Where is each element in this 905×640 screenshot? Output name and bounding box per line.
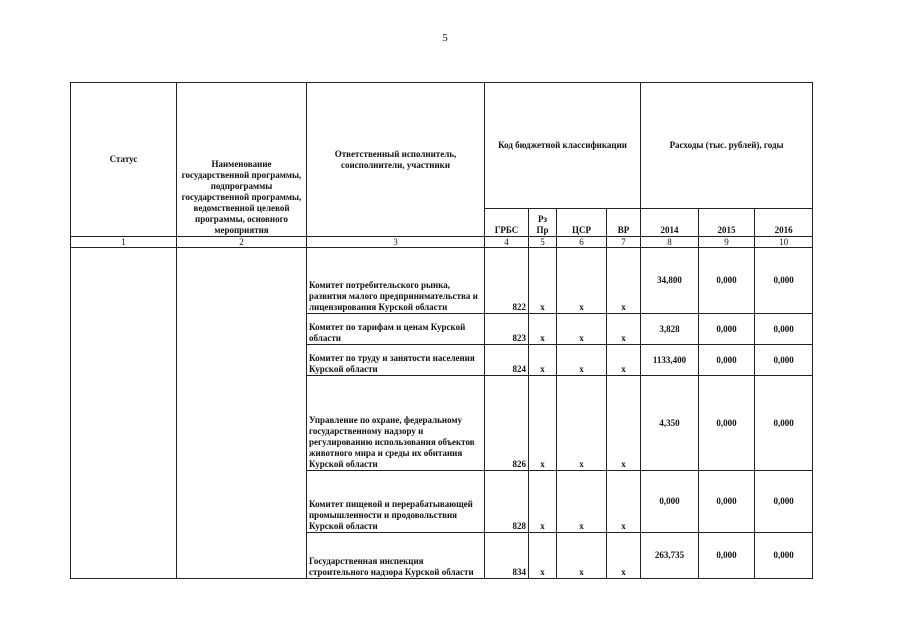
amount-2016-cell: 0,000 [755,345,813,376]
budget-table [70,82,813,579]
status-cell [71,248,177,579]
grbs-cell: 824 [485,345,529,376]
amount-2015-cell: 0,000 [699,533,755,579]
header-budget-code: Код бюджетной классификации [485,83,641,209]
column-number-row [71,237,813,248]
column-number: 1 [71,237,177,248]
amount-2014-cell: 3,828 [641,314,699,345]
rzpr-cell: х [529,314,557,345]
executor-cell: Комитет по труду и занятости населения Курской области [307,345,485,376]
executor-cell: Государственная инспекция строительного надзора Курской области [307,533,485,579]
amount-2016-cell: 0,000 [755,376,813,471]
header-rzpr: Рз Пр [529,209,557,237]
amount-2015-cell: 0,000 [699,345,755,376]
column-number: 6 [557,237,607,248]
executor-cell: Комитет по тарифам и ценам Курской области [307,314,485,345]
rzpr-cell: х [529,376,557,471]
header-2016: 2016 [755,209,813,237]
amount-2014-cell: 1133,400 [641,345,699,376]
header-executor: Ответственный исполнитель, соисполнители, участники [307,83,485,237]
rzpr-cell: х [529,533,557,579]
column-number: 5 [529,237,557,248]
executor-cell: Комитет потребительского рынка, развития малого предпринимательства и лицензирования Курской области [307,248,485,314]
vr-cell: х [607,248,641,314]
amount-2015-cell: 0,000 [699,248,755,314]
grbs-cell: 834 [485,533,529,579]
csr-cell: х [557,314,607,345]
amount-2016-cell: 0,000 [755,471,813,533]
page-number: 5 [442,32,448,44]
amount-2014-cell: 0,000 [641,471,699,533]
table-row [71,248,813,314]
header-csr: ЦСР [557,209,607,237]
column-number: 10 [755,237,813,248]
header-expenses: Расходы (тыс. рублей), годы [641,83,813,209]
column-number: 3 [307,237,485,248]
header-vr: ВР [607,209,641,237]
header-program-name: Наименование государственной программы, подпрограммы государственной программы, ведомственной целевой программы, основного мероприятия [177,83,307,237]
executor-cell: Комитет пищевой и перерабатывающей промышленности и продовольствия Курской области [307,471,485,533]
amount-2014-cell: 263,735 [641,533,699,579]
grbs-cell: 828 [485,471,529,533]
executor-cell: Управление по охране, федеральному государственному надзору и регулированию использования объектов животного мира и среды их обитания Курской области [307,376,485,471]
vr-cell: х [607,345,641,376]
amount-2016-cell: 0,000 [755,248,813,314]
amount-2015-cell: 0,000 [699,376,755,471]
column-number: 8 [641,237,699,248]
header-2014: 2014 [641,209,699,237]
grbs-cell: 823 [485,314,529,345]
grbs-cell: 822 [485,248,529,314]
header-2015: 2015 [699,209,755,237]
amount-2015-cell: 0,000 [699,314,755,345]
rzpr-cell: х [529,471,557,533]
amount-2015-cell: 0,000 [699,471,755,533]
vr-cell: х [607,533,641,579]
rzpr-cell: х [529,345,557,376]
csr-cell: х [557,248,607,314]
amount-2016-cell: 0,000 [755,533,813,579]
csr-cell: х [557,376,607,471]
column-number: 4 [485,237,529,248]
vr-cell: х [607,376,641,471]
amount-2016-cell: 0,000 [755,314,813,345]
column-number: 7 [607,237,641,248]
vr-cell: х [607,471,641,533]
rzpr-cell: х [529,248,557,314]
header-status: Статус [71,83,177,237]
header-grbs: ГРБС [485,209,529,237]
csr-cell: х [557,471,607,533]
vr-cell: х [607,314,641,345]
column-number: 2 [177,237,307,248]
column-number: 9 [699,237,755,248]
amount-2014-cell: 4,350 [641,376,699,471]
program-name-cell [177,248,307,579]
csr-cell: х [557,533,607,579]
amount-2014-cell: 34,800 [641,248,699,314]
csr-cell: х [557,345,607,376]
grbs-cell: 826 [485,376,529,471]
